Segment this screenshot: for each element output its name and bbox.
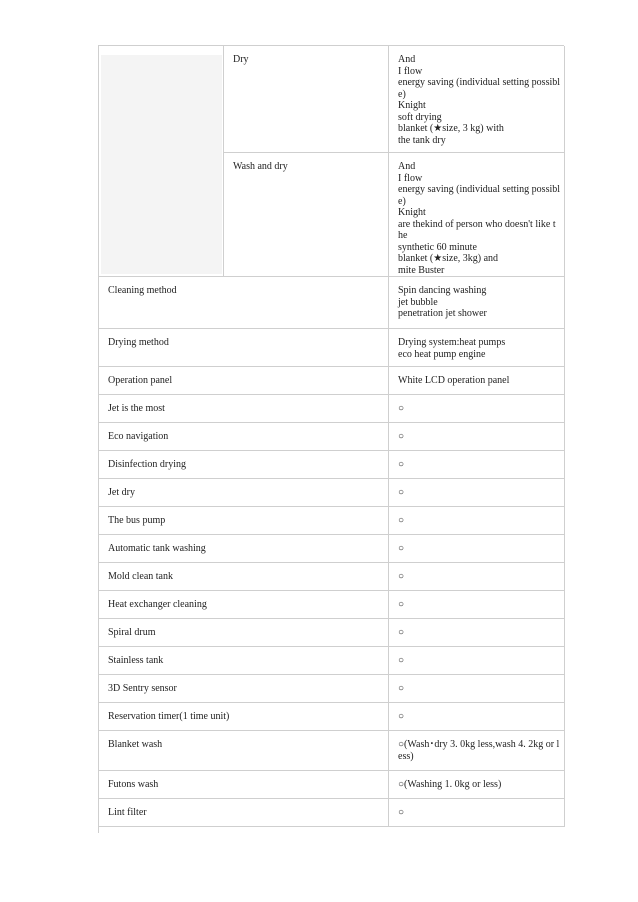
row-value-cell <box>389 703 565 731</box>
row-label-cell <box>99 329 389 367</box>
row-label-cell <box>99 799 389 827</box>
row-value-cell <box>389 329 565 367</box>
value-line: Knight <box>398 207 426 218</box>
row-label: Eco navigation <box>108 431 169 442</box>
value-line: ○ <box>398 515 405 526</box>
value-line: mite Buster <box>398 264 445 276</box>
value-line: And <box>398 54 416 65</box>
row-label: Lint filter <box>108 807 147 818</box>
value-line: e) <box>398 88 406 100</box>
value-line: Knight <box>398 100 426 111</box>
value-line: ○ <box>398 459 405 470</box>
row-label: The bus pump <box>108 515 166 526</box>
row-label-cell <box>99 703 389 731</box>
row-label-cell <box>99 731 389 771</box>
row-label-cell <box>99 277 389 329</box>
value-line: the tank dry <box>398 134 446 146</box>
row-label: Heat exchanger cleaning <box>108 599 207 610</box>
row-label: Operation panel <box>108 375 173 386</box>
value-line: ○ <box>398 403 405 414</box>
value-line: ○ <box>398 487 405 498</box>
row-label-cell <box>99 367 389 395</box>
value-line: Spin dancing washing <box>398 285 487 296</box>
value-line: eco heat pump engine <box>398 348 486 360</box>
row-value-cell <box>389 423 565 451</box>
row-label-cell <box>99 535 389 563</box>
row-value-cell <box>389 277 565 329</box>
row-label: Drying method <box>108 337 169 348</box>
mode-cell <box>224 153 389 277</box>
row-label-cell <box>99 451 389 479</box>
row-value-cell <box>389 647 565 675</box>
value-line: blanket (★size, 3 kg) with <box>398 123 504 134</box>
row-label-cell <box>99 647 389 675</box>
row-value-cell <box>389 799 565 827</box>
row-value-cell <box>389 563 565 591</box>
row-label: Blanket wash <box>108 739 163 750</box>
value-line: penetration jet shower <box>398 308 487 319</box>
mode-cell <box>224 46 389 153</box>
group-shade <box>101 55 222 274</box>
row-value-cell <box>389 731 565 771</box>
value-line: ○ <box>398 571 405 582</box>
mode-value-cell <box>389 153 565 277</box>
mode-label: Dry <box>233 54 249 65</box>
row-value-cell <box>389 395 565 423</box>
row-label: Mold clean tank <box>108 571 173 582</box>
row-label-cell <box>99 675 389 703</box>
row-value-cell <box>389 675 565 703</box>
value-line: ○ <box>398 431 405 442</box>
row-label: Automatic tank washing <box>108 543 206 554</box>
row-label: Cleaning method <box>108 285 177 296</box>
value-line: synthetic 60 minute <box>398 241 477 253</box>
value-line: Drying system:heat pumps <box>398 337 506 348</box>
row-label-cell <box>99 479 389 507</box>
row-value-cell <box>389 479 565 507</box>
row-label: Reservation timer(1 time unit) <box>108 711 230 722</box>
value-line: ○ <box>398 807 405 818</box>
row-value-cell <box>389 619 565 647</box>
value-line: ○ <box>398 683 405 694</box>
spec-table <box>98 45 564 833</box>
value-line: I flow <box>398 172 423 184</box>
value-line: ○(Wash･dry 3. 0kg less,wash 4. 2kg or l <box>398 739 560 750</box>
row-value-cell <box>389 535 565 563</box>
row-label-cell <box>99 563 389 591</box>
row-label-cell <box>99 619 389 647</box>
value-line: ○ <box>398 543 405 554</box>
row-value-cell <box>389 507 565 535</box>
value-line: are thekind of person who doesn't like t <box>398 218 556 230</box>
row-label: Stainless tank <box>108 655 164 666</box>
value-line: soft drying <box>398 111 442 123</box>
value-line: And <box>398 161 416 172</box>
row-label: Spiral drum <box>108 627 156 638</box>
row-value-cell <box>389 771 565 799</box>
row-label-cell <box>99 771 389 799</box>
row-label: Disinfection drying <box>108 459 187 470</box>
value-line: ○(Washing 1. 0kg or less) <box>398 779 502 790</box>
row-label: Jet dry <box>108 487 135 498</box>
value-line: energy saving (individual setting possibl <box>398 184 561 195</box>
row-label: Jet is the most <box>108 403 165 414</box>
value-line: blanket (★size, 3kg) and <box>398 253 499 264</box>
value-line: ess) <box>398 750 414 762</box>
row-label-cell <box>99 423 389 451</box>
value-line: ○ <box>398 711 405 722</box>
value-line: energy saving (individual setting possibl <box>398 77 561 88</box>
value-line: White LCD operation panel <box>398 375 510 386</box>
value-line: ○ <box>398 599 405 610</box>
row-label-cell <box>99 591 389 619</box>
value-line: e) <box>398 195 406 207</box>
row-value-cell <box>389 591 565 619</box>
value-line: ○ <box>398 655 405 666</box>
value-line: he <box>398 230 408 241</box>
value-line: I flow <box>398 65 423 77</box>
row-value-cell <box>389 367 565 395</box>
row-label: 3D Sentry sensor <box>108 683 177 694</box>
row-label-cell <box>99 395 389 423</box>
row-label-cell <box>99 507 389 535</box>
value-line: jet bubble <box>398 296 438 308</box>
row-value-cell <box>389 451 565 479</box>
mode-label: Wash and dry <box>233 161 288 172</box>
row-label: Futons wash <box>108 779 159 790</box>
mode-value-cell <box>389 46 565 153</box>
value-line: ○ <box>398 627 405 638</box>
